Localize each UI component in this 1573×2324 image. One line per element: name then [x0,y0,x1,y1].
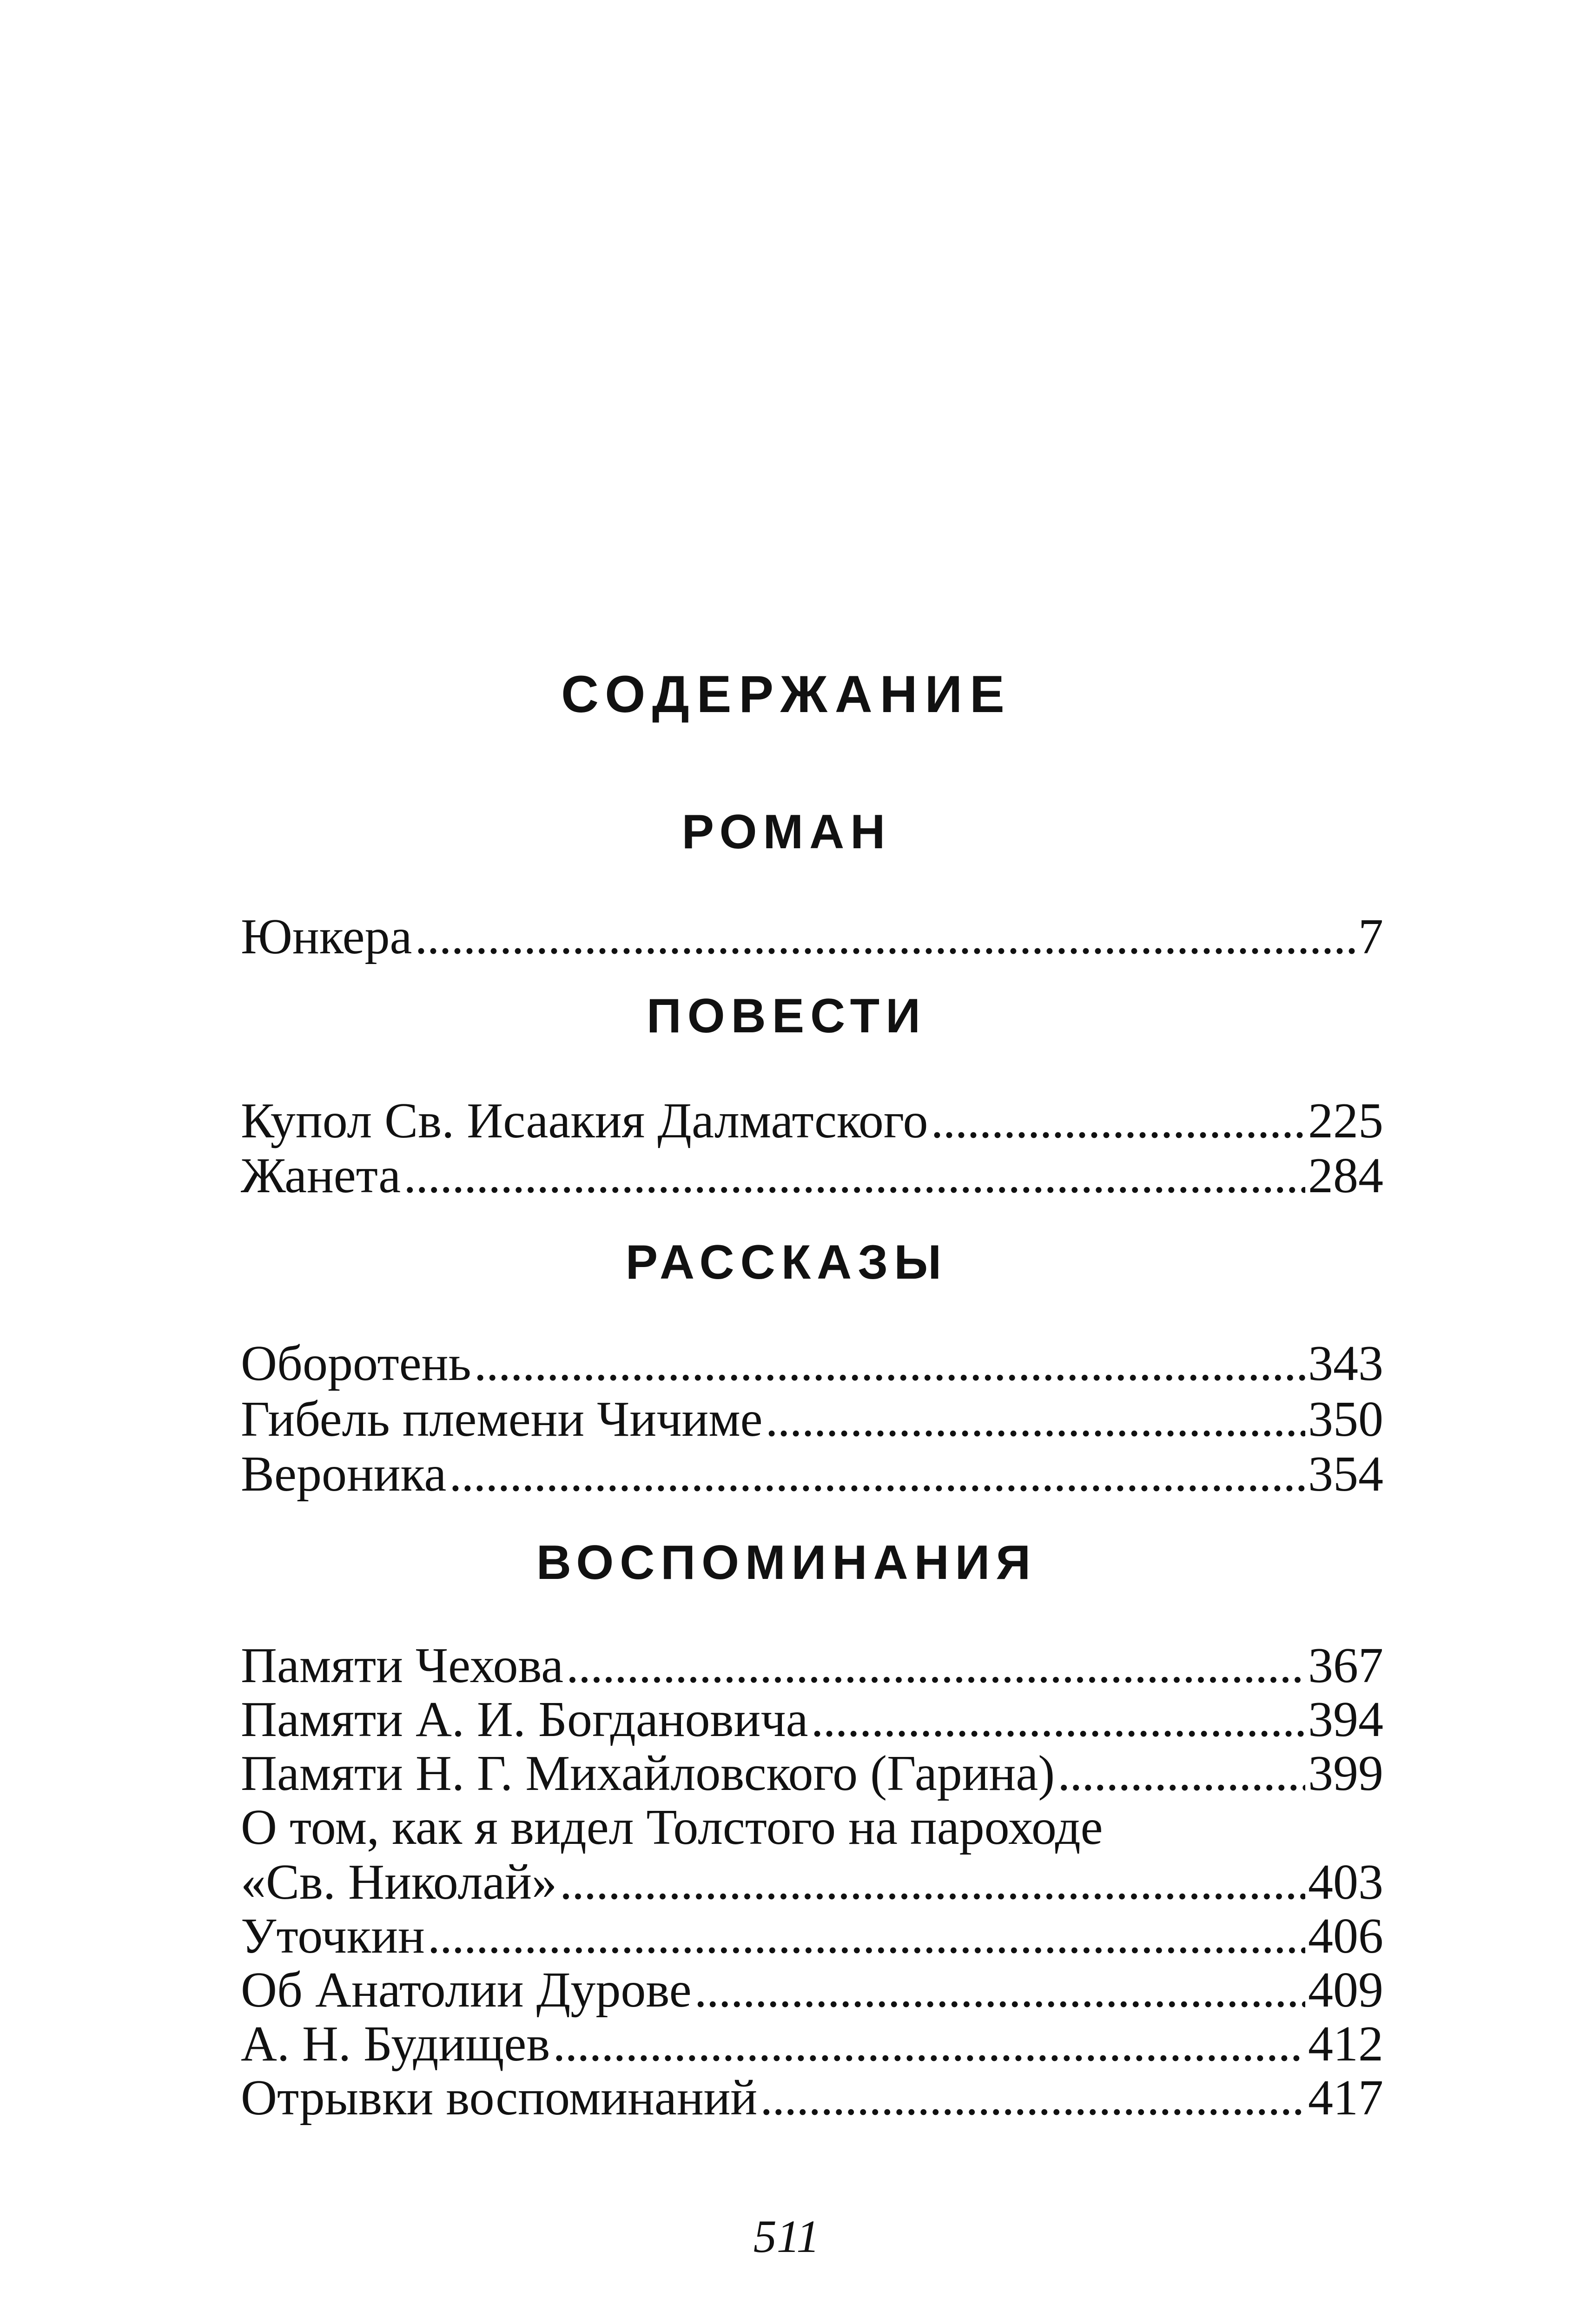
toc-entry-title: Оборотень [241,1336,471,1391]
toc-entry-title: А. Н. Будищев [241,2016,550,2072]
toc-entry [241,1394,1383,1445]
toc-leader-dots [560,1857,1305,1908]
toc-entry-title: Уточкин [241,1908,425,1964]
section-heading-novel: РОМАН [681,805,892,859]
toc-entry [241,1857,1383,1908]
toc-entry-page: 7 [1358,909,1383,964]
section-heading-memoirs: ВОСПОМИНАНИЯ [536,1536,1037,1590]
toc-entry-page: 417 [1308,2070,1383,2126]
toc-leader-dots [415,912,1355,962]
toc-leader-dots [1057,1749,1305,1799]
toc-leader-dots [566,1641,1305,1691]
toc-leader-dots [760,2073,1305,2123]
page-number: 511 [753,2211,820,2262]
toc-entry [241,909,1383,964]
toc-entry [241,1746,1383,1801]
toc-entry-page: 367 [1308,1638,1383,1693]
toc-entry-page: 406 [1308,1908,1383,1964]
toc-entry-title: Гибель племени Чичиме [241,1392,763,1447]
toc-entry [241,1093,1383,1149]
toc-entry-page: 399 [1308,1746,1383,1801]
toc-entry-title-first-line: О том, как я видел Толстого на пароходе [241,1800,1103,1855]
toc-leader-dots [553,2019,1305,2069]
toc-leader-dots [811,1695,1305,1745]
toc-entry-title: Купол Св. Исаакия Далматского [241,1093,928,1149]
toc-entry-title: Памяти Н. Г. Михайловского (Гарина) [241,1746,1055,1801]
toc-leader-dots [694,1965,1305,2015]
toc-entry-page: 409 [1308,1962,1383,2018]
toc-entry [241,1446,1383,1502]
toc-entry-page: 284 [1308,1148,1383,1203]
toc-entry-page: 350 [1308,1392,1383,1447]
toc-entry [241,2016,1383,2072]
toc-entry [241,1908,1383,1964]
toc-entry [241,1962,1383,2018]
toc-entry-title: Об Анатолии Дурове [241,1962,692,2018]
toc-entry-title: Отрывки воспоминаний [241,2070,758,2126]
toc-leader-dots [449,1449,1305,1499]
toc-entry [241,1148,1383,1203]
toc-entry-page: 394 [1308,1692,1383,1747]
toc-leader-dots [931,1096,1305,1146]
toc-entry-title: Жанета [241,1148,401,1203]
toc-entry-page: 343 [1308,1336,1383,1391]
toc-entry-title: Памяти А. И. Богдановича [241,1692,808,1747]
toc-entry-page: 225 [1308,1093,1383,1149]
toc-entry [241,2070,1383,2126]
toc-leader-dots [403,1151,1305,1201]
toc-entry-page: 354 [1308,1446,1383,1502]
page-title: СОДЕРЖАНИЕ [561,665,1012,723]
toc-leader-dots [428,1911,1305,1961]
toc-entry [241,1692,1383,1747]
toc-entry [241,1336,1383,1391]
section-heading-stories: РАССКАЗЫ [625,1235,948,1289]
toc-entry-page: 412 [1308,2016,1383,2072]
toc-entry-page: 403 [1308,1855,1383,1910]
toc-entry-title: «Св. Николай» [241,1855,557,1910]
toc-entry [241,1638,1383,1693]
toc-entry-title: Вероника [241,1446,447,1502]
toc-entry-title: Памяти Чехова [241,1638,564,1693]
toc-leader-dots [474,1339,1305,1389]
toc-entry-title: Юнкера [241,909,412,964]
toc-leader-dots [766,1394,1305,1445]
section-heading-novellas: ПОВЕСТИ [647,989,926,1043]
